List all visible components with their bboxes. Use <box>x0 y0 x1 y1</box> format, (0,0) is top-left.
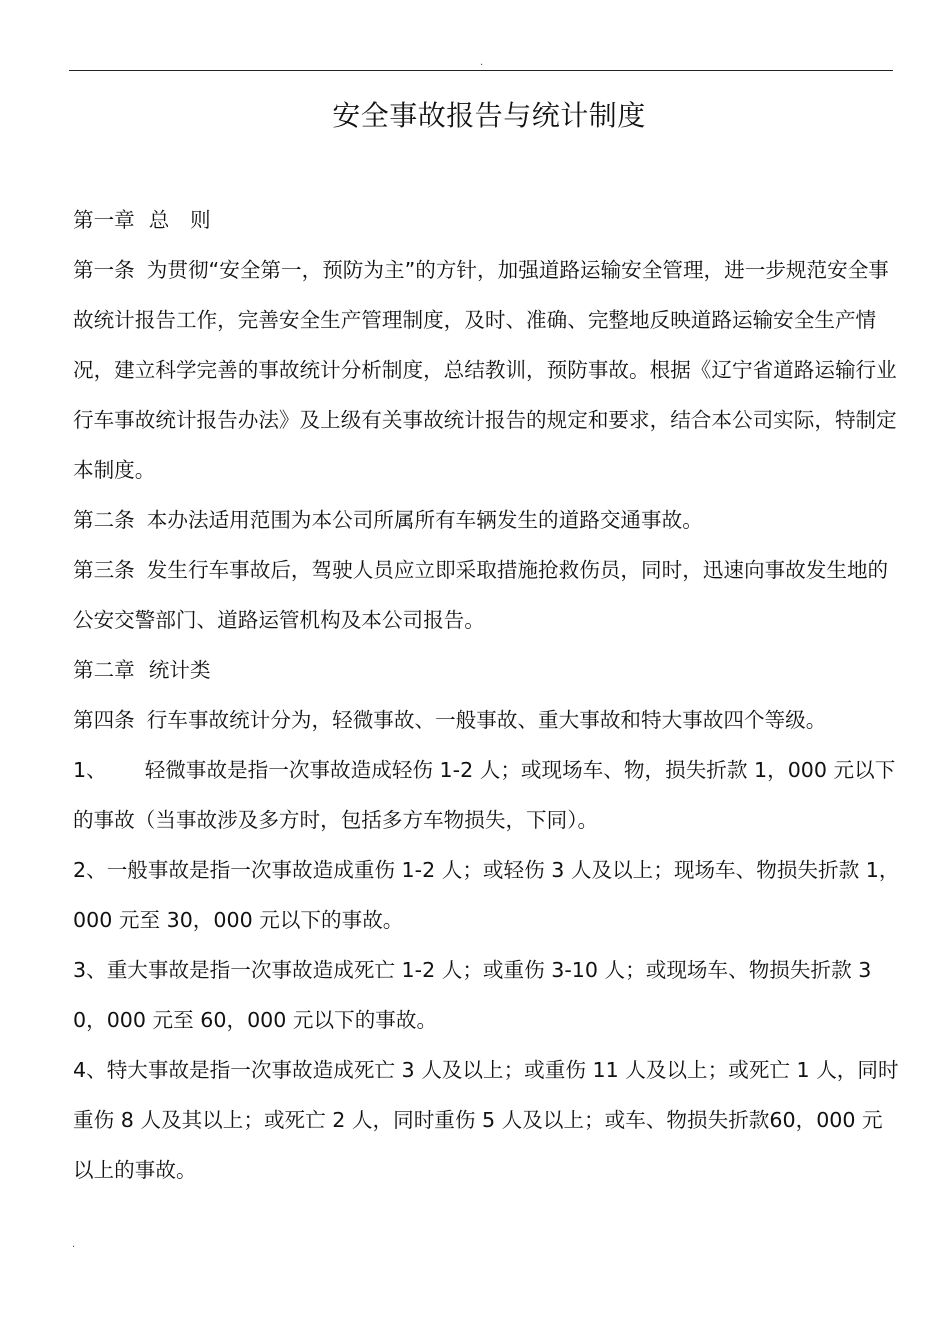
header-rule <box>69 70 893 71</box>
list-item-text: 一般事故是指一次事故造成重伤 1-2 人；或轻伤 3 人及以上；现场车、物损失折款 1，000 元至 30，000 元以下的事故。 <box>73 858 900 932</box>
list-item-text: 轻微事故是指一次事故造成轻伤 1-2 人；或现场车、物，损失折款 1，000 元以下的事故（当事故涉及多方时，包括多方车物损失，下同）。 <box>73 758 896 832</box>
chapter-2-label: 第二章 <box>73 658 135 682</box>
chapter-1-heading <box>73 195 903 245</box>
footer-dot: . <box>72 1239 76 1250</box>
chapter-2-title: 统计类 <box>148 658 211 682</box>
article-3-label: 第三条 <box>73 558 135 582</box>
list-item-number: 2、 <box>73 858 107 882</box>
list-item-text: 特大事故是指一次事故造成死亡 3 人及以上；或重伤 11 人及以上；或死亡 1 人，同时重伤 8 人及其以上；或死亡 2 人，同时重伤 5 人及以上；或车、物损失折款60，000 元以上的事故。 <box>73 1058 899 1182</box>
article-1 <box>73 245 903 495</box>
list-item-text: 重大事故是指一次事故造成死亡 1-2 人；或重伤 3-10 人；或现场车、物损失折款 30，000 元至 60，000 元以下的事故。 <box>73 958 872 1032</box>
list-item-number: 4、 <box>73 1058 107 1082</box>
list-item <box>73 745 903 845</box>
chapter-2-heading <box>73 645 903 695</box>
list-item <box>73 945 903 1045</box>
chapter-1-title: 总 则 <box>148 208 211 232</box>
article-2-label: 第二条 <box>73 508 135 532</box>
article-2-text: 本办法适用范围为本公司所属所有车辆发生的道路交通事故。 <box>146 508 703 532</box>
list-item <box>73 845 903 945</box>
article-1-text: 为贯彻“安全第一，预防为主”的方针，加强道路运输安全管理，进一步规范安全事故统计报告工作，完善安全生产管理制度，及时、准确、完整地反映道路运输安全生产情况，建立科学完善的事故统计分析制度，总结教训，预防事故。根据《辽宁省道路运输行业行车事故统计报告办法》及上级有关事故统计报告的规定和要求，结合本公司实际，特制定本制度。 <box>73 258 897 482</box>
article-4-label: 第四条 <box>73 708 135 732</box>
article-3 <box>73 545 903 645</box>
document-title: 安全事故报告与统计制度 <box>332 99 646 132</box>
article-4 <box>73 695 903 745</box>
list-item-number: 3、 <box>73 958 107 982</box>
document-body <box>73 195 903 1195</box>
article-3-text: 发生行车事故后，驾驶人员应立即采取措施抢救伤员，同时，迅速向事故发生地的公安交警部门、道路运管机构及本公司报告。 <box>73 558 889 632</box>
header-dot: . <box>480 57 484 68</box>
article-2 <box>73 495 903 545</box>
article-4-text: 行车事故统计分为，轻微事故、一般事故、重大事故和特大事故四个等级。 <box>146 708 827 732</box>
article-1-label: 第一条 <box>73 258 135 282</box>
list-item-number: 1、 <box>73 758 107 782</box>
list-item <box>73 1045 903 1195</box>
chapter-1-label: 第一章 <box>73 208 135 232</box>
